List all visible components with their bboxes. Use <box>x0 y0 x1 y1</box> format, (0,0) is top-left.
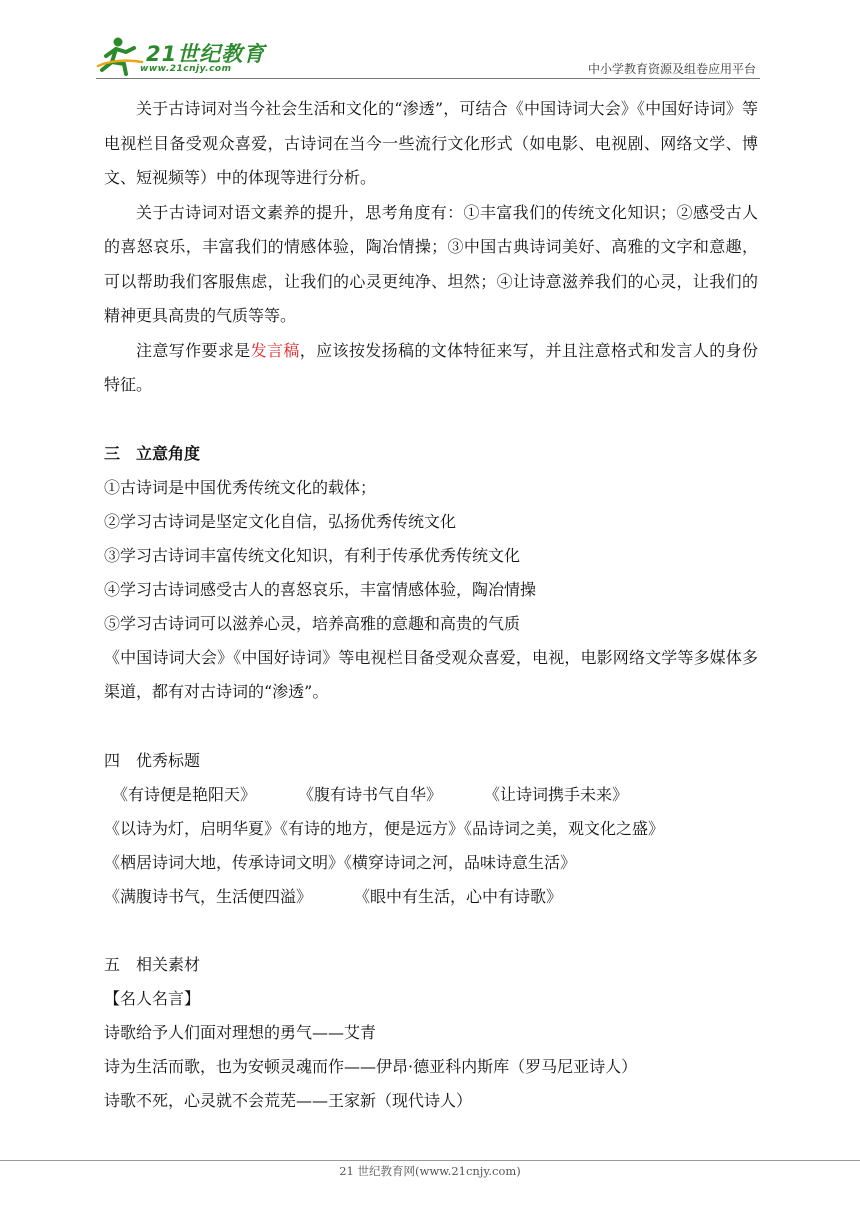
list-item: ③学习古诗词丰富传统文化知识，有利于传承优秀传统文化 <box>104 545 521 565</box>
header-divider <box>96 78 760 79</box>
list-item: ②学习古诗词是坚定文化自信，弘扬优秀传统文化 <box>104 511 457 531</box>
paragraph-literacy: 关于古诗词对语文素养的提升，思考角度有：①丰富我们的传统文化知识；②感受古人的喜怒哀乐，丰富我们的情感体验，陶冶情操；③中国古典诗词美好、高雅的文字和意趣，可以帮助我们客服焦虑，让我们的心灵更纯净、坦然；④让诗意滋养我们的心灵，让我们的精神更具高贵的气质等等。 <box>104 202 758 325</box>
title-item: 《眼中有生活，心中有诗歌》 <box>354 886 563 906</box>
title-item: 《品诗词之美，观文化之盛》 <box>464 818 665 838</box>
title-row <box>104 880 758 914</box>
list-item: ④学习古诗词感受古人的喜怒哀乐，丰富情感体验，陶冶情操 <box>104 579 537 599</box>
title-row <box>104 778 758 812</box>
para3-pre: 注意写作要求是 <box>136 340 251 360</box>
title-row <box>104 846 758 880</box>
title-item: 《以诗为灯，启明华夏》 <box>104 818 281 838</box>
section-heading-materials: 五 相关素材 <box>104 954 201 974</box>
title-item: 《栖居诗词大地，传承诗词文明》 <box>104 852 345 872</box>
title-item: 《腹有诗书气自华》 <box>298 784 443 804</box>
footer-divider <box>0 1160 860 1161</box>
logo-wordmark: 21世纪教育 <box>146 42 266 66</box>
title-item: 《让诗词携手未来》 <box>484 784 629 804</box>
list-item: ①古诗词是中国优秀传统文化的载体； <box>104 477 377 497</box>
platform-name: 中小学教育资源及组卷应用平台 <box>587 62 756 76</box>
site-logo <box>96 36 266 76</box>
page-footer: 21 世纪教育网(www.21cnjy.com) <box>339 1164 521 1178</box>
paragraph-culture: 关于古诗词对当今社会生活和文化的“渗透”，可结合《中国诗词大会》《中国好诗词》等电视栏目备受观众喜爱，古诗词在当今一些流行文化形式（如电影、电视剧、网络文学、博文、短视频等）中的体现等进行分析。 <box>104 99 758 187</box>
runner-logo-icon <box>96 36 146 76</box>
quote-item: 诗为生活而歌，也为安顿灵魂而作——伊昂·德亚科内斯库（罗马尼亚诗人） <box>104 1056 638 1076</box>
section-heading-titles: 四 优秀标题 <box>104 750 201 770</box>
title-item: 《满腹诗书气，生活便四溢》 <box>104 886 313 906</box>
page-header <box>0 0 860 80</box>
document-body <box>104 92 758 1118</box>
highlight-speech: 发言稿 <box>250 340 300 360</box>
quote-item: 诗歌不死，心灵就不会荒芜——王家新（现代诗人） <box>104 1090 473 1110</box>
paragraph-writing-requirement <box>104 334 758 403</box>
title-item: 《有诗便是艳阳天》 <box>112 784 257 804</box>
logo-url: www.21cnjy.com <box>140 64 232 74</box>
quote-item: 诗歌给予人们面对理想的勇气——艾青 <box>104 1022 377 1042</box>
title-row <box>104 812 758 846</box>
section-heading-angles: 三 立意角度 <box>104 443 201 463</box>
title-item: 《有诗的地方，便是远方》 <box>280 818 465 838</box>
section3-closing: 《中国诗词大会》《中国好诗词》等电视栏目备受观众喜爱，电视，电影网络文学等多媒体多渠道，都有对古诗词的“渗透”。 <box>104 647 758 701</box>
title-item: 《横穿诗词之河，品味诗意生活》 <box>344 852 577 872</box>
para3-post: ，应该按发扬稿的文体特征来写，并且注意格式和发言人的身份特征。 <box>104 340 758 394</box>
list-item: ⑤学习古诗词可以滋养心灵，培养高雅的意趣和高贵的气质 <box>104 613 521 633</box>
subheading-quotes: 【名人名言】 <box>104 988 201 1008</box>
